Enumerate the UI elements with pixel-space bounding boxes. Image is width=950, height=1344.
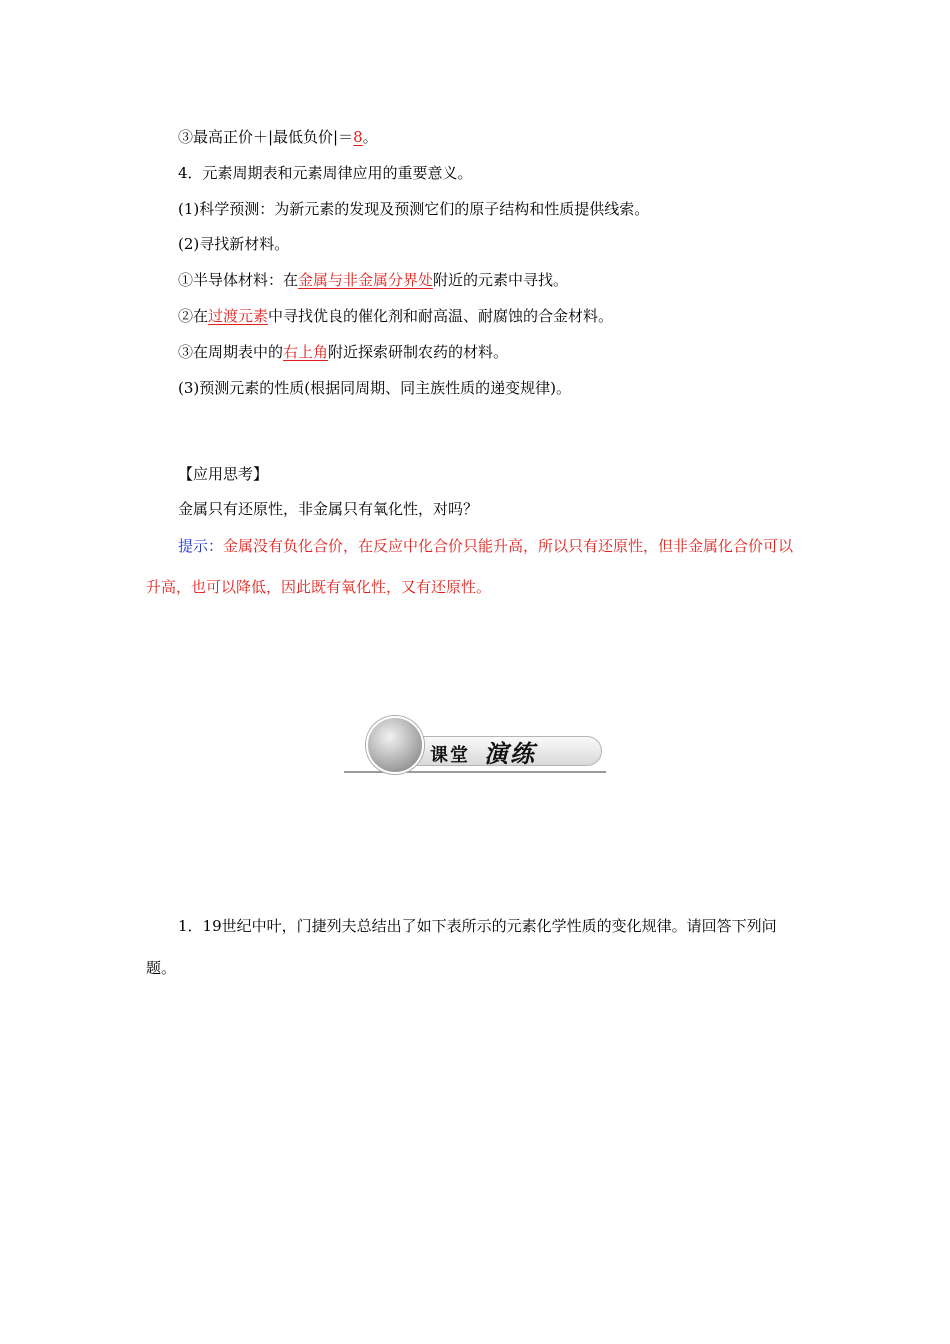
- item-3-end: 。: [362, 128, 378, 146]
- sub-point-1-pre: ①半导体材料：在: [178, 271, 299, 289]
- item-3-line: [178, 126, 378, 148]
- think-hint: [146, 526, 806, 608]
- think-question: 金属只有还原性，非金属只有氧化性，对吗？: [178, 500, 479, 518]
- sub-point-3-post: 附近探索研制农药的材料。: [328, 343, 509, 361]
- sub-point-1: [178, 269, 568, 291]
- section-banner: [344, 714, 606, 774]
- answer-blank-upper-right: 右上角: [283, 343, 329, 361]
- point-2: (2)寻找新材料。: [178, 235, 290, 253]
- hand-photo-icon: [366, 716, 424, 774]
- point-1: (1)科学预测：为新元素的发现及预测它们的原子结构和性质提供线索。: [178, 200, 650, 218]
- sub-point-3: [178, 341, 508, 363]
- sub-point-2: [178, 305, 613, 327]
- item-3-text: ③最高正价＋|最低负价|＝: [178, 128, 354, 146]
- answer-blank-8: 8: [353, 128, 363, 146]
- banner-text-ketang: 课堂: [430, 745, 470, 766]
- answer-blank-transition: 过渡元素: [208, 307, 269, 325]
- exercise-question-1: 1．19世纪中叶，门捷列夫总结出了如下表所示的元素化学性质的变化规律。请回答下列问题。: [146, 917, 777, 977]
- hint-label: 提示：: [178, 537, 224, 555]
- heading-4: 4．元素周期表和元素周律应用的重要意义。: [178, 164, 473, 182]
- sub-point-3-pre: ③在周期表中的: [178, 343, 284, 361]
- banner-text-yanlian: 演练: [484, 739, 536, 768]
- sub-point-2-pre: ②在: [178, 307, 209, 325]
- sub-point-2-post: 中寻找优良的催化剂和耐高温、耐腐蚀的合金材料。: [268, 307, 614, 325]
- answer-blank-boundary: 金属与非金属分界处: [298, 271, 434, 289]
- sub-point-1-post: 附近的元素中寻找。: [433, 271, 569, 289]
- think-title: 【应用思考】: [178, 465, 269, 483]
- hint-text: 金属没有负化合价，在反应中化合价只能升高，所以只有还原性，但非金属化合价可以升高，也可以降低，因此既有氧化性，又有还原性。: [146, 537, 794, 596]
- point-3: (3)预测元素的性质(根据同周期、同主族性质的递变规律)。: [178, 379, 571, 397]
